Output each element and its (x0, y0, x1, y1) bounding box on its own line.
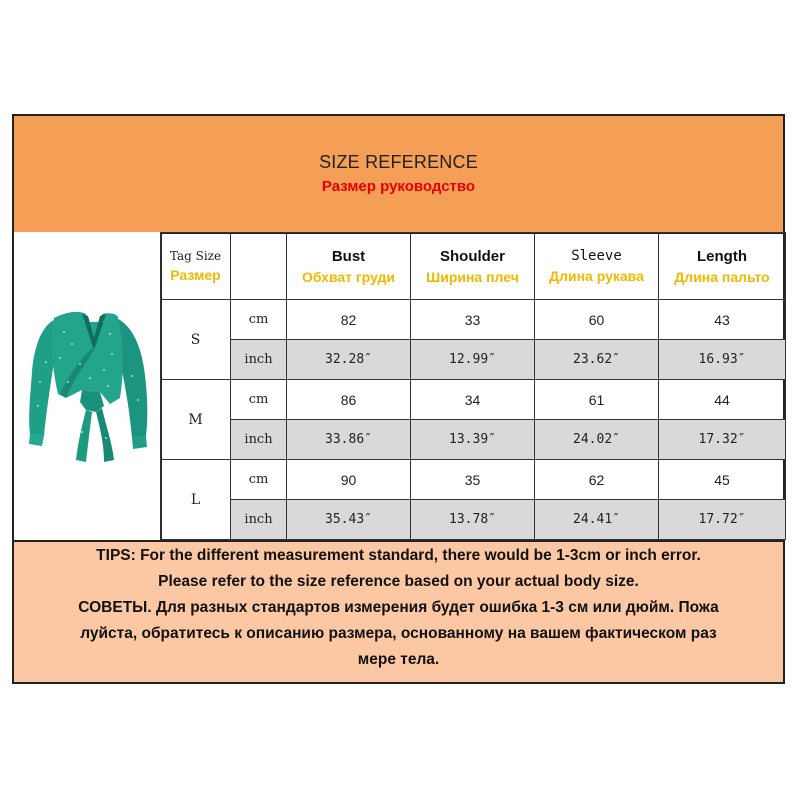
tips-line: Please refer to the size reference based on your actual body size. (158, 573, 639, 590)
table-row (161, 420, 786, 460)
size-table (160, 232, 786, 540)
tips-line: луйста, обратитесь к описанию размера, основанному на вашем фактическом раз (80, 625, 717, 642)
chart-subtitle: Размер руководство (321, 178, 476, 195)
column-label: Shoulder (439, 247, 505, 265)
unit-cm: cm (231, 460, 287, 500)
column-label: Sleeve (571, 248, 622, 264)
tips-line: СОВЕТЫ. Для разных стандартов измерения будет ошибка 1-3 см или дюйм. Пожа (78, 599, 719, 616)
green-wrap-blouse-image (20, 302, 154, 472)
table-header-row (161, 233, 786, 300)
column-label: Bust (331, 247, 366, 265)
column-header-bust (287, 233, 411, 300)
value-cell: 33 (411, 300, 535, 340)
value-cell: 23.62″ (535, 340, 659, 380)
tips-line: TIPS: For the different measurement standard, there would be 1-3cm or inch error. (96, 547, 701, 564)
value-cell: 32.28″ (287, 340, 411, 380)
table-row (161, 380, 786, 420)
value-cell: 16.93″ (659, 340, 786, 380)
size-chart (12, 114, 785, 684)
tag-size-header (161, 233, 231, 300)
value-cell: 17.72″ (659, 500, 786, 540)
column-header-sleeve (535, 233, 659, 300)
value-cell: 61 (535, 380, 659, 420)
product-image-panel (14, 232, 162, 540)
column-label-ru: Ширина плеч (426, 268, 519, 285)
table-row (161, 500, 786, 540)
unit-cm: cm (231, 380, 287, 420)
column-header-shoulder (411, 233, 535, 300)
value-cell: 86 (287, 380, 411, 420)
value-cell: 62 (535, 460, 659, 500)
column-label-ru: Длина рукава (549, 268, 644, 284)
value-cell: 44 (659, 380, 786, 420)
value-cell: 33.86″ (287, 420, 411, 460)
column-header-length (659, 233, 786, 300)
value-cell: 24.02″ (535, 420, 659, 460)
table-row (161, 460, 786, 500)
value-cell: 17.32″ (659, 420, 786, 460)
tips-line: мере тела. (357, 651, 440, 668)
unit-inch: inch (231, 420, 287, 460)
tips-panel (14, 540, 783, 682)
unit-cm: cm (231, 300, 287, 340)
value-cell: 45 (659, 460, 786, 500)
value-cell: 82 (287, 300, 411, 340)
table-row (161, 300, 786, 340)
chart-header (14, 116, 783, 234)
unit-header (231, 233, 287, 300)
value-cell: 90 (287, 460, 411, 500)
column-label-ru: Длина пальто (674, 268, 770, 285)
size-label-m: M (161, 380, 231, 460)
unit-inch: inch (231, 500, 287, 540)
chart-title: SIZE REFERENCE (319, 152, 478, 172)
value-cell: 35.43″ (287, 500, 411, 540)
value-cell: 13.78″ (411, 500, 535, 540)
value-cell: 60 (535, 300, 659, 340)
column-label: Length (697, 247, 747, 265)
tag-size-label-ru: Размер (170, 267, 221, 283)
size-label-s: S (161, 300, 231, 380)
value-cell: 12.99″ (411, 340, 535, 380)
value-cell: 35 (411, 460, 535, 500)
size-label-l: L (161, 460, 231, 540)
value-cell: 13.39″ (411, 420, 535, 460)
value-cell: 24.41″ (535, 500, 659, 540)
table-row (161, 340, 786, 380)
tag-size-label: Tag Size (169, 249, 222, 263)
value-cell: 43 (659, 300, 786, 340)
unit-inch: inch (231, 340, 287, 380)
value-cell: 34 (411, 380, 535, 420)
column-label-ru: Обхват груди (301, 268, 396, 285)
